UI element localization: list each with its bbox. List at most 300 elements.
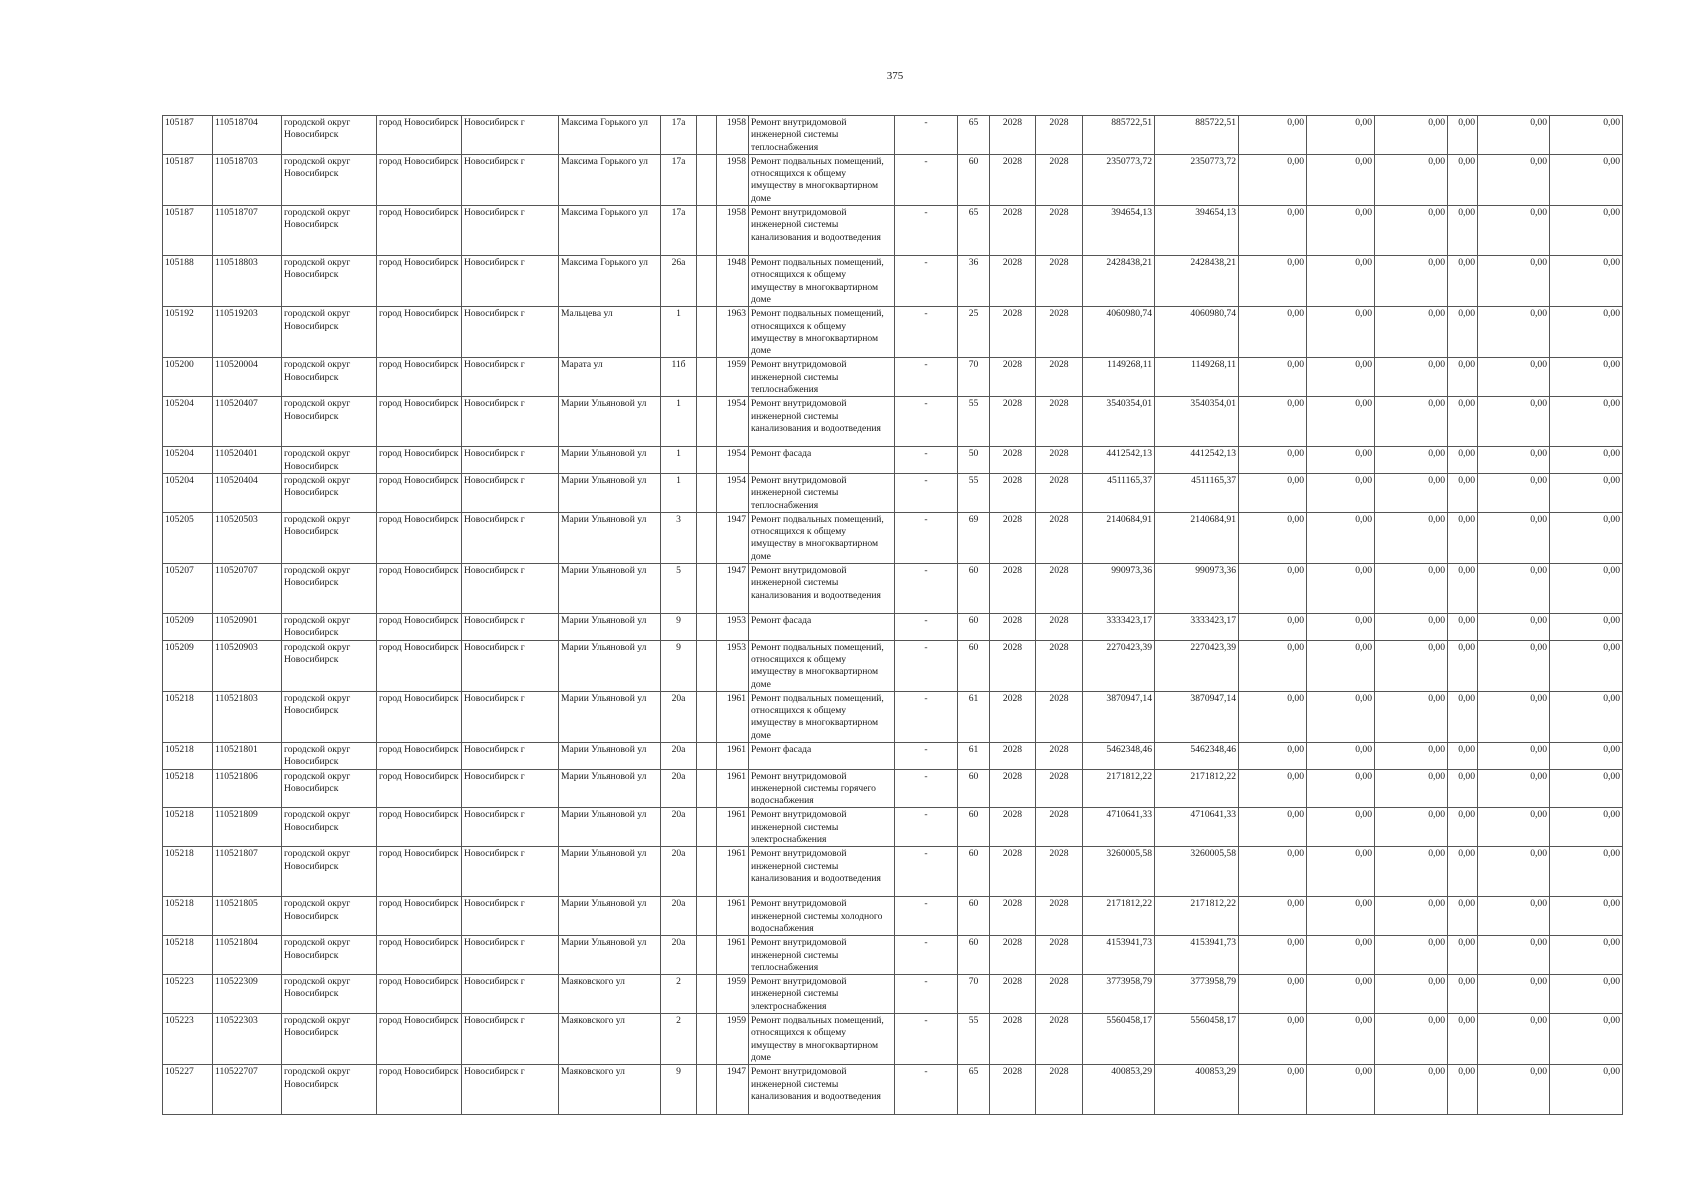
- cell-city: Новосибирск г: [462, 154, 559, 205]
- cell-year-plan-end: 2028: [1036, 116, 1083, 155]
- cell-year-plan-start: 2028: [990, 691, 1036, 742]
- cell-house-letter: [697, 1014, 717, 1065]
- cell-amount-owners: 0,00: [1448, 691, 1478, 742]
- cell-work-id: 110518707: [213, 206, 282, 256]
- cell-year-built: 1954: [717, 473, 749, 512]
- cell-settlement: город Новосибирск: [377, 397, 462, 447]
- cell-house-letter: [697, 769, 717, 808]
- cell-work-type: Ремонт внутридомовой инженерной системы горячего водоснабжения: [749, 769, 895, 808]
- cell-municipality: городской округ Новосибирск: [282, 512, 377, 563]
- table-row: [163, 614, 1623, 641]
- cell-status-mark: -: [895, 206, 958, 256]
- table-row: [163, 447, 1623, 474]
- cell-row-id: 105209: [163, 640, 213, 691]
- cell-house-number: 20а: [661, 691, 697, 742]
- cell-row-id: 105218: [163, 897, 213, 936]
- cell-amount-budget-local: 0,00: [1375, 691, 1448, 742]
- cell-status-mark: -: [895, 769, 958, 808]
- cell-house-letter: [697, 358, 717, 397]
- cell-year-built: 1959: [717, 1014, 749, 1065]
- cell-settlement: город Новосибирск: [377, 640, 462, 691]
- cell-amount-other: 0,00: [1478, 640, 1550, 691]
- cell-row-id: 105209: [163, 614, 213, 641]
- cell-house-letter: [697, 808, 717, 847]
- page-number: 375: [886, 70, 904, 82]
- cell-status-mark: -: [895, 975, 958, 1014]
- cell-settlement: город Новосибирск: [377, 614, 462, 641]
- cell-cost-fund: 4710641,33: [1155, 808, 1239, 847]
- cell-street: Марии Ульяновой ул: [559, 691, 661, 742]
- cell-wear-percent: 60: [958, 154, 990, 205]
- cell-wear-percent: 60: [958, 936, 990, 975]
- cell-row-id: 105200: [163, 358, 213, 397]
- cell-amount-budget-local: 0,00: [1375, 808, 1448, 847]
- cell-work-id: 110520707: [213, 564, 282, 614]
- cell-amount-budget-local: 0,00: [1375, 116, 1448, 155]
- cell-city: Новосибирск г: [462, 473, 559, 512]
- cell-amount-budget-regional: 0,00: [1307, 975, 1375, 1014]
- cell-year-plan-end: 2028: [1036, 769, 1083, 808]
- cell-year-plan-start: 2028: [990, 975, 1036, 1014]
- cell-amount-other: 0,00: [1478, 206, 1550, 256]
- cell-year-built: 1958: [717, 116, 749, 155]
- cell-amount-owners: 0,00: [1448, 307, 1478, 358]
- cell-cost-total: 4511165,37: [1083, 473, 1155, 512]
- cell-amount-budget-federal: 0,00: [1239, 936, 1307, 975]
- cell-status-mark: -: [895, 742, 958, 769]
- cell-amount-other: 0,00: [1478, 1065, 1550, 1115]
- cell-cost-total: 1149268,11: [1083, 358, 1155, 397]
- cell-amount-reserve: 0,00: [1550, 206, 1623, 256]
- cell-amount-other: 0,00: [1478, 154, 1550, 205]
- cell-settlement: город Новосибирск: [377, 447, 462, 474]
- cell-year-plan-end: 2028: [1036, 358, 1083, 397]
- cell-amount-budget-local: 0,00: [1375, 307, 1448, 358]
- cell-amount-owners: 0,00: [1448, 154, 1478, 205]
- cell-amount-budget-federal: 0,00: [1239, 564, 1307, 614]
- cell-amount-budget-federal: 0,00: [1239, 473, 1307, 512]
- cell-house-letter: [697, 154, 717, 205]
- cell-city: Новосибирск г: [462, 116, 559, 155]
- cell-work-id: 110520903: [213, 640, 282, 691]
- cell-amount-owners: 0,00: [1448, 116, 1478, 155]
- cell-settlement: город Новосибирск: [377, 769, 462, 808]
- cell-settlement: город Новосибирск: [377, 1065, 462, 1115]
- cell-work-id: 110519203: [213, 307, 282, 358]
- cell-cost-fund: 400853,29: [1155, 1065, 1239, 1115]
- cell-amount-owners: 0,00: [1448, 512, 1478, 563]
- cell-settlement: город Новосибирск: [377, 206, 462, 256]
- cell-year-plan-end: 2028: [1036, 897, 1083, 936]
- table-row: [163, 936, 1623, 975]
- cell-amount-budget-local: 0,00: [1375, 847, 1448, 897]
- cell-municipality: городской округ Новосибирск: [282, 397, 377, 447]
- cell-amount-budget-regional: 0,00: [1307, 447, 1375, 474]
- cell-year-plan-end: 2028: [1036, 206, 1083, 256]
- cell-municipality: городской округ Новосибирск: [282, 897, 377, 936]
- cell-amount-budget-local: 0,00: [1375, 473, 1448, 512]
- cell-house-number: 1: [661, 397, 697, 447]
- cell-amount-reserve: 0,00: [1550, 847, 1623, 897]
- cell-cost-total: 394654,13: [1083, 206, 1155, 256]
- cell-amount-reserve: 0,00: [1550, 307, 1623, 358]
- cell-status-mark: -: [895, 307, 958, 358]
- cell-cost-total: 5560458,17: [1083, 1014, 1155, 1065]
- cell-year-plan-end: 2028: [1036, 936, 1083, 975]
- cell-amount-reserve: 0,00: [1550, 936, 1623, 975]
- cell-house-letter: [697, 640, 717, 691]
- cell-cost-fund: 2270423,39: [1155, 640, 1239, 691]
- cell-amount-budget-local: 0,00: [1375, 936, 1448, 975]
- cell-house-letter: [697, 564, 717, 614]
- cell-city: Новосибирск г: [462, 691, 559, 742]
- table-row: [163, 564, 1623, 614]
- cell-amount-reserve: 0,00: [1550, 512, 1623, 563]
- cell-year-built: 1954: [717, 397, 749, 447]
- cell-amount-budget-regional: 0,00: [1307, 640, 1375, 691]
- cell-year-built: 1947: [717, 1065, 749, 1115]
- cell-work-type: Ремонт внутридомовой инженерной системы холодного водоснабжения: [749, 897, 895, 936]
- cell-wear-percent: 69: [958, 512, 990, 563]
- cell-wear-percent: 61: [958, 691, 990, 742]
- cell-status-mark: -: [895, 640, 958, 691]
- cell-municipality: городской округ Новосибирск: [282, 256, 377, 307]
- cell-house-number: 1: [661, 447, 697, 474]
- cell-municipality: городской округ Новосибирск: [282, 358, 377, 397]
- cell-row-id: 105204: [163, 447, 213, 474]
- cell-municipality: городской округ Новосибирск: [282, 769, 377, 808]
- cell-amount-budget-federal: 0,00: [1239, 614, 1307, 641]
- cell-year-plan-end: 2028: [1036, 512, 1083, 563]
- cell-city: Новосибирск г: [462, 640, 559, 691]
- cell-amount-reserve: 0,00: [1550, 1065, 1623, 1115]
- cell-city: Новосибирск г: [462, 975, 559, 1014]
- cell-house-letter: [697, 397, 717, 447]
- cell-cost-total: 2428438,21: [1083, 256, 1155, 307]
- cell-row-id: 105223: [163, 975, 213, 1014]
- cell-year-built: 1959: [717, 975, 749, 1014]
- cell-year-plan-start: 2028: [990, 808, 1036, 847]
- cell-amount-reserve: 0,00: [1550, 897, 1623, 936]
- cell-amount-budget-federal: 0,00: [1239, 769, 1307, 808]
- cell-amount-other: 0,00: [1478, 847, 1550, 897]
- cell-work-type: Ремонт фасада: [749, 614, 895, 641]
- cell-amount-budget-local: 0,00: [1375, 564, 1448, 614]
- cell-amount-owners: 0,00: [1448, 897, 1478, 936]
- cell-amount-budget-local: 0,00: [1375, 447, 1448, 474]
- cell-year-plan-start: 2028: [990, 206, 1036, 256]
- cell-wear-percent: 70: [958, 975, 990, 1014]
- cell-amount-owners: 0,00: [1448, 1065, 1478, 1115]
- table-body: [163, 116, 1623, 1115]
- cell-amount-owners: 0,00: [1448, 358, 1478, 397]
- cell-cost-fund: 2140684,91: [1155, 512, 1239, 563]
- cell-cost-fund: 4412542,13: [1155, 447, 1239, 474]
- cell-amount-budget-regional: 0,00: [1307, 116, 1375, 155]
- cell-cost-total: 885722,51: [1083, 116, 1155, 155]
- cell-street: Маяковского ул: [559, 1014, 661, 1065]
- cell-municipality: городской округ Новосибирск: [282, 847, 377, 897]
- cell-work-type: Ремонт фасада: [749, 742, 895, 769]
- cell-amount-reserve: 0,00: [1550, 564, 1623, 614]
- cell-amount-other: 0,00: [1478, 975, 1550, 1014]
- cell-year-plan-end: 2028: [1036, 154, 1083, 205]
- cell-work-type: Ремонт внутридомовой инженерной системы канализования и водоотведения: [749, 847, 895, 897]
- cell-house-number: 20а: [661, 936, 697, 975]
- cell-year-plan-end: 2028: [1036, 307, 1083, 358]
- cell-year-built: 1954: [717, 447, 749, 474]
- cell-cost-fund: 4511165,37: [1155, 473, 1239, 512]
- cell-house-number: 17а: [661, 116, 697, 155]
- cell-amount-budget-regional: 0,00: [1307, 1014, 1375, 1065]
- cell-city: Новосибирск г: [462, 769, 559, 808]
- cell-city: Новосибирск г: [462, 256, 559, 307]
- cell-street: Марии Ульяновой ул: [559, 847, 661, 897]
- cell-street: Марии Ульяновой ул: [559, 808, 661, 847]
- cell-amount-other: 0,00: [1478, 512, 1550, 563]
- cell-street: Максима Горького ул: [559, 154, 661, 205]
- cell-work-id: 110521803: [213, 691, 282, 742]
- cell-settlement: город Новосибирск: [377, 512, 462, 563]
- cell-street: Марии Ульяновой ул: [559, 564, 661, 614]
- cell-cost-fund: 3333423,17: [1155, 614, 1239, 641]
- cell-work-type: Ремонт внутридомовой инженерной системы электроснабжения: [749, 975, 895, 1014]
- cell-amount-owners: 0,00: [1448, 975, 1478, 1014]
- cell-amount-owners: 0,00: [1448, 1014, 1478, 1065]
- cell-amount-owners: 0,00: [1448, 614, 1478, 641]
- cell-work-type: Ремонт фасада: [749, 447, 895, 474]
- cell-status-mark: -: [895, 847, 958, 897]
- cell-status-mark: -: [895, 691, 958, 742]
- cell-city: Новосибирск г: [462, 206, 559, 256]
- cell-amount-reserve: 0,00: [1550, 397, 1623, 447]
- cell-status-mark: -: [895, 154, 958, 205]
- cell-year-built: 1961: [717, 897, 749, 936]
- cell-amount-budget-regional: 0,00: [1307, 256, 1375, 307]
- cell-year-built: 1953: [717, 640, 749, 691]
- cell-amount-budget-local: 0,00: [1375, 256, 1448, 307]
- cell-municipality: городской округ Новосибирск: [282, 206, 377, 256]
- cell-house-letter: [697, 975, 717, 1014]
- cell-cost-fund: 5462348,46: [1155, 742, 1239, 769]
- cell-municipality: городской округ Новосибирск: [282, 1065, 377, 1115]
- cell-settlement: город Новосибирск: [377, 564, 462, 614]
- cell-cost-total: 4060980,74: [1083, 307, 1155, 358]
- cell-year-built: 1947: [717, 512, 749, 563]
- cell-status-mark: -: [895, 808, 958, 847]
- table-row: [163, 1014, 1623, 1065]
- table-row: [163, 307, 1623, 358]
- cell-wear-percent: 55: [958, 1014, 990, 1065]
- cell-wear-percent: 60: [958, 640, 990, 691]
- cell-city: Новосибирск г: [462, 847, 559, 897]
- cell-amount-reserve: 0,00: [1550, 975, 1623, 1014]
- cell-amount-budget-federal: 0,00: [1239, 397, 1307, 447]
- cell-wear-percent: 60: [958, 769, 990, 808]
- cell-cost-fund: 3540354,01: [1155, 397, 1239, 447]
- cell-amount-other: 0,00: [1478, 936, 1550, 975]
- cell-year-built: 1963: [717, 307, 749, 358]
- cell-city: Новосибирск г: [462, 307, 559, 358]
- cell-year-plan-end: 2028: [1036, 847, 1083, 897]
- cell-amount-other: 0,00: [1478, 358, 1550, 397]
- cell-year-plan-end: 2028: [1036, 1014, 1083, 1065]
- cell-cost-fund: 990973,36: [1155, 564, 1239, 614]
- cell-amount-budget-federal: 0,00: [1239, 116, 1307, 155]
- cell-settlement: город Новосибирск: [377, 936, 462, 975]
- cell-row-id: 105227: [163, 1065, 213, 1115]
- cell-year-plan-end: 2028: [1036, 397, 1083, 447]
- cell-cost-total: 4153941,73: [1083, 936, 1155, 975]
- cell-city: Новосибирск г: [462, 897, 559, 936]
- cell-cost-fund: 394654,13: [1155, 206, 1239, 256]
- cell-status-mark: -: [895, 897, 958, 936]
- table-row: [163, 154, 1623, 205]
- cell-amount-budget-local: 0,00: [1375, 614, 1448, 641]
- cell-amount-budget-federal: 0,00: [1239, 691, 1307, 742]
- cell-street: Мальцева ул: [559, 307, 661, 358]
- cell-house-letter: [697, 256, 717, 307]
- table-row: [163, 512, 1623, 563]
- cell-work-id: 110522707: [213, 1065, 282, 1115]
- cell-amount-owners: 0,00: [1448, 847, 1478, 897]
- cell-work-id: 110518803: [213, 256, 282, 307]
- cell-street: Марии Ульяновой ул: [559, 447, 661, 474]
- cell-city: Новосибирск г: [462, 936, 559, 975]
- table-row: [163, 473, 1623, 512]
- cell-amount-budget-regional: 0,00: [1307, 307, 1375, 358]
- cell-cost-total: 990973,36: [1083, 564, 1155, 614]
- table-row: [163, 769, 1623, 808]
- cell-amount-budget-regional: 0,00: [1307, 206, 1375, 256]
- cell-settlement: город Новосибирск: [377, 847, 462, 897]
- cell-year-plan-start: 2028: [990, 614, 1036, 641]
- cell-amount-reserve: 0,00: [1550, 154, 1623, 205]
- cell-city: Новосибирск г: [462, 397, 559, 447]
- cell-year-plan-start: 2028: [990, 447, 1036, 474]
- cell-wear-percent: 25: [958, 307, 990, 358]
- cell-amount-budget-regional: 0,00: [1307, 154, 1375, 205]
- cell-amount-other: 0,00: [1478, 691, 1550, 742]
- table-row: [163, 1065, 1623, 1115]
- cell-house-letter: [697, 936, 717, 975]
- table-row: [163, 358, 1623, 397]
- cell-row-id: 105204: [163, 397, 213, 447]
- cell-amount-budget-federal: 0,00: [1239, 358, 1307, 397]
- cell-amount-budget-federal: 0,00: [1239, 1065, 1307, 1115]
- cell-municipality: городской округ Новосибирск: [282, 742, 377, 769]
- cell-work-type: Ремонт подвальных помещений, относящихся к общему имуществу в многоквартирном доме: [749, 154, 895, 205]
- cell-cost-fund: 2171812,22: [1155, 769, 1239, 808]
- cell-municipality: городской округ Новосибирск: [282, 1014, 377, 1065]
- cell-row-id: 105218: [163, 936, 213, 975]
- cell-amount-budget-local: 0,00: [1375, 742, 1448, 769]
- cell-amount-reserve: 0,00: [1550, 473, 1623, 512]
- cell-row-id: 105223: [163, 1014, 213, 1065]
- cell-house-number: 9: [661, 614, 697, 641]
- cell-amount-reserve: 0,00: [1550, 614, 1623, 641]
- cell-amount-other: 0,00: [1478, 256, 1550, 307]
- cell-amount-budget-regional: 0,00: [1307, 512, 1375, 563]
- table-row: [163, 206, 1623, 256]
- cell-cost-total: 4412542,13: [1083, 447, 1155, 474]
- cell-status-mark: -: [895, 614, 958, 641]
- cell-work-id: 110518703: [213, 154, 282, 205]
- cell-year-plan-start: 2028: [990, 897, 1036, 936]
- cell-amount-budget-local: 0,00: [1375, 1014, 1448, 1065]
- cell-amount-other: 0,00: [1478, 897, 1550, 936]
- cell-amount-budget-local: 0,00: [1375, 1065, 1448, 1115]
- cell-year-plan-start: 2028: [990, 564, 1036, 614]
- cell-wear-percent: 65: [958, 116, 990, 155]
- cell-street: Маяковского ул: [559, 1065, 661, 1115]
- cell-cost-fund: 1149268,11: [1155, 358, 1239, 397]
- cell-amount-budget-regional: 0,00: [1307, 808, 1375, 847]
- cell-house-number: 20а: [661, 847, 697, 897]
- cell-row-id: 105207: [163, 564, 213, 614]
- cell-city: Новосибирск г: [462, 614, 559, 641]
- cell-house-letter: [697, 307, 717, 358]
- cell-municipality: городской округ Новосибирск: [282, 473, 377, 512]
- cell-amount-reserve: 0,00: [1550, 116, 1623, 155]
- cell-work-id: 110520404: [213, 473, 282, 512]
- cell-house-number: 20а: [661, 742, 697, 769]
- table-row: [163, 847, 1623, 897]
- cell-row-id: 105218: [163, 847, 213, 897]
- cell-work-type: Ремонт подвальных помещений, относящихся к общему имуществу в многоквартирном доме: [749, 691, 895, 742]
- cell-cost-fund: 2428438,21: [1155, 256, 1239, 307]
- cell-settlement: город Новосибирск: [377, 808, 462, 847]
- cell-house-number: 9: [661, 640, 697, 691]
- cell-amount-other: 0,00: [1478, 473, 1550, 512]
- cell-municipality: городской округ Новосибирск: [282, 447, 377, 474]
- cell-year-built: 1948: [717, 256, 749, 307]
- cell-year-plan-start: 2028: [990, 116, 1036, 155]
- cell-cost-fund: 4153941,73: [1155, 936, 1239, 975]
- cell-wear-percent: 70: [958, 358, 990, 397]
- cell-work-id: 110520004: [213, 358, 282, 397]
- cell-amount-budget-local: 0,00: [1375, 512, 1448, 563]
- cell-work-id: 110521806: [213, 769, 282, 808]
- cell-status-mark: -: [895, 447, 958, 474]
- cell-settlement: город Новосибирск: [377, 975, 462, 1014]
- cell-house-letter: [697, 512, 717, 563]
- cell-street: Марата ул: [559, 358, 661, 397]
- cell-city: Новосибирск г: [462, 564, 559, 614]
- cell-year-plan-start: 2028: [990, 1065, 1036, 1115]
- cell-row-id: 105187: [163, 206, 213, 256]
- cell-municipality: городской округ Новосибирск: [282, 975, 377, 1014]
- cell-year-plan-start: 2028: [990, 473, 1036, 512]
- cell-work-type: Ремонт внутридомовой инженерной системы теплоснабжения: [749, 473, 895, 512]
- cell-settlement: город Новосибирск: [377, 307, 462, 358]
- cell-cost-total: 2171812,22: [1083, 897, 1155, 936]
- cell-amount-budget-local: 0,00: [1375, 897, 1448, 936]
- cell-amount-owners: 0,00: [1448, 742, 1478, 769]
- cell-house-letter: [697, 847, 717, 897]
- cell-amount-other: 0,00: [1478, 614, 1550, 641]
- cell-amount-budget-regional: 0,00: [1307, 691, 1375, 742]
- cell-status-mark: -: [895, 1014, 958, 1065]
- cell-work-id: 110522303: [213, 1014, 282, 1065]
- cell-settlement: город Новосибирск: [377, 1014, 462, 1065]
- cell-wear-percent: 55: [958, 473, 990, 512]
- cell-house-number: 2: [661, 975, 697, 1014]
- cell-municipality: городской округ Новосибирск: [282, 614, 377, 641]
- cell-work-id: 110520901: [213, 614, 282, 641]
- cell-amount-other: 0,00: [1478, 769, 1550, 808]
- cell-amount-budget-local: 0,00: [1375, 769, 1448, 808]
